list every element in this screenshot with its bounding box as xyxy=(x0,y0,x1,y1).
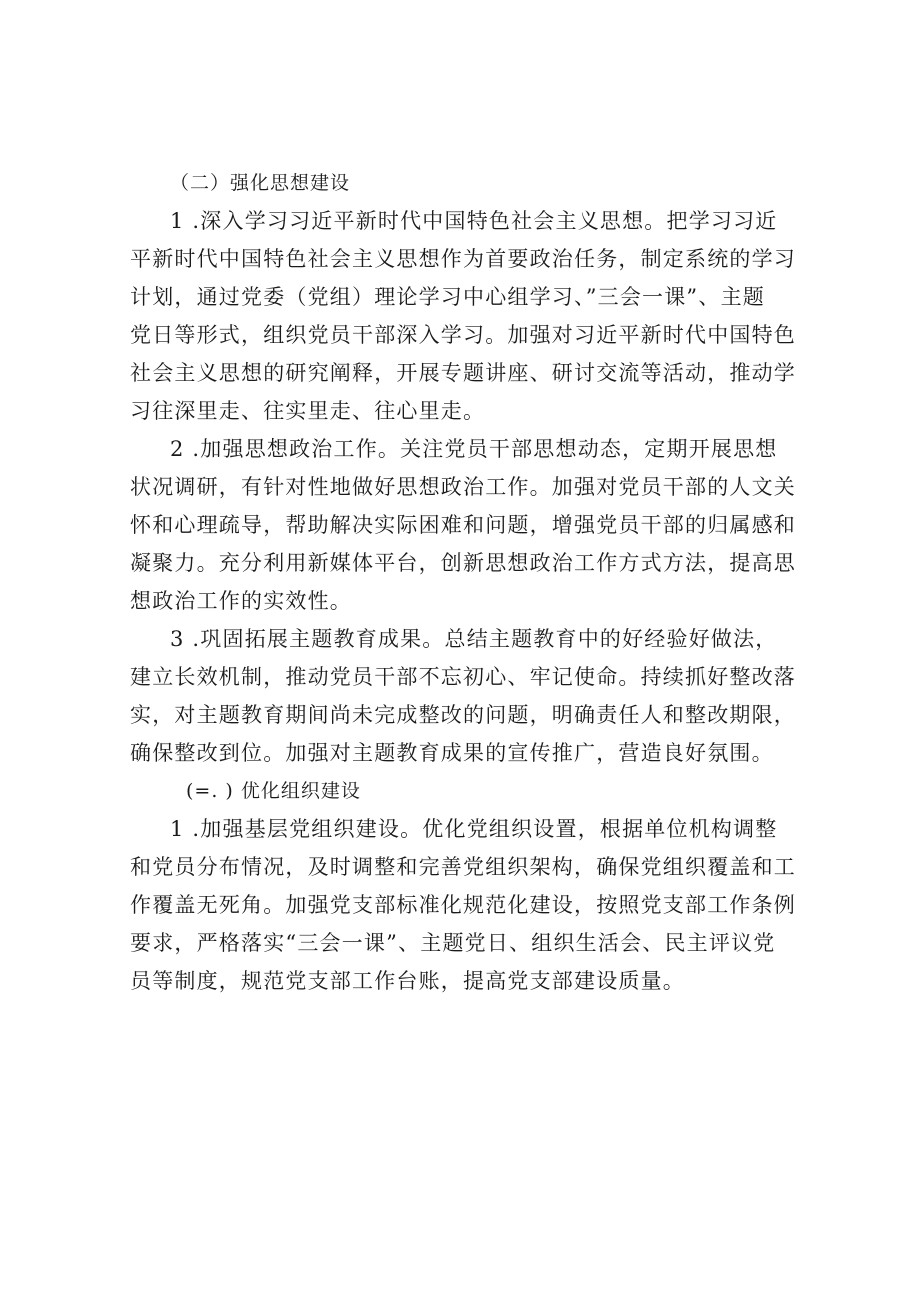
paragraph-line: 1 .加强基层党组织建设。优化党组织设置，根据单位机构调整 xyxy=(170,817,778,841)
paragraph-line: 建立长效机制，推动党员干部不忘初心、牢记使命。持续抓好整改落 xyxy=(130,665,796,689)
paragraph-line: 员等制度，规范党支部工作台账，提高党支部建设质量。 xyxy=(130,969,685,993)
paragraph-line: 确保整改到位。加强对主题教育成果的宣传推广，营造良好氛围。 xyxy=(130,741,774,765)
paragraph xyxy=(130,810,806,1000)
paragraph-line: 实，对主题教育期间尚未完成整改的问题，明确责任人和整改期限， xyxy=(130,703,796,727)
paragraph-line: 想政治工作的实效性。 xyxy=(130,589,352,613)
paragraph-line: 3 .巩固拓展主题教育成果。总结主题教育中的好经验好做法， xyxy=(170,627,778,651)
paragraph-line: 党日等形式，组织党员干部深入学习。加强对习近平新时代中国特色 xyxy=(130,323,796,347)
paragraph-line: 怀和心理疏导，帮助解决实际困难和问题，增强党员干部的归属感和 xyxy=(130,513,796,537)
paragraph-line: 要求，严格落实“三会一课”、主题党日、组织生活会、民主评议党 xyxy=(130,931,776,955)
paragraph-line: 社会主义思想的研究阐释，开展专题讲座、研讨交流等活动，推动学 xyxy=(130,361,796,385)
paragraph xyxy=(130,430,806,620)
paragraph-line: 习往深里走、往实里走、往心里走。 xyxy=(130,399,486,423)
paragraph-line: 平新时代中国特色社会主义思想作为首要政治任务，制定系统的学习 xyxy=(130,247,796,271)
section-heading: (=. ) 优化组织建设 xyxy=(186,780,361,802)
paragraph xyxy=(130,202,806,430)
paragraph xyxy=(130,620,806,772)
paragraph-line: 计划，通过党委（党组）理论学习中心组学习、”三会一课”、主题 xyxy=(130,285,765,309)
paragraph-line: 1 .深入学习习近平新时代中国特色社会主义思想。把学习习近 xyxy=(170,209,778,233)
paragraph-line: 和党员分布情况，及时调整和完善党组织架构，确保党组织覆盖和工 xyxy=(130,855,796,879)
paragraph-line: 2 .加强思想政治工作。关注党员干部思想动态，定期开展思想 xyxy=(170,437,778,461)
paragraph-line: 状况调研，有针对性地做好思想政治工作。加强对党员干部的人文关 xyxy=(130,475,796,499)
paragraph-line: 凝聚力。充分利用新媒体平台，创新思想政治工作方式方法，提高思 xyxy=(130,551,796,575)
document-body xyxy=(130,164,806,1000)
section-heading: （二）强化思想建设 xyxy=(170,172,351,194)
paragraph-line: 作覆盖无死角。加强党支部标准化规范化建设，按照党支部工作条例 xyxy=(130,893,796,917)
